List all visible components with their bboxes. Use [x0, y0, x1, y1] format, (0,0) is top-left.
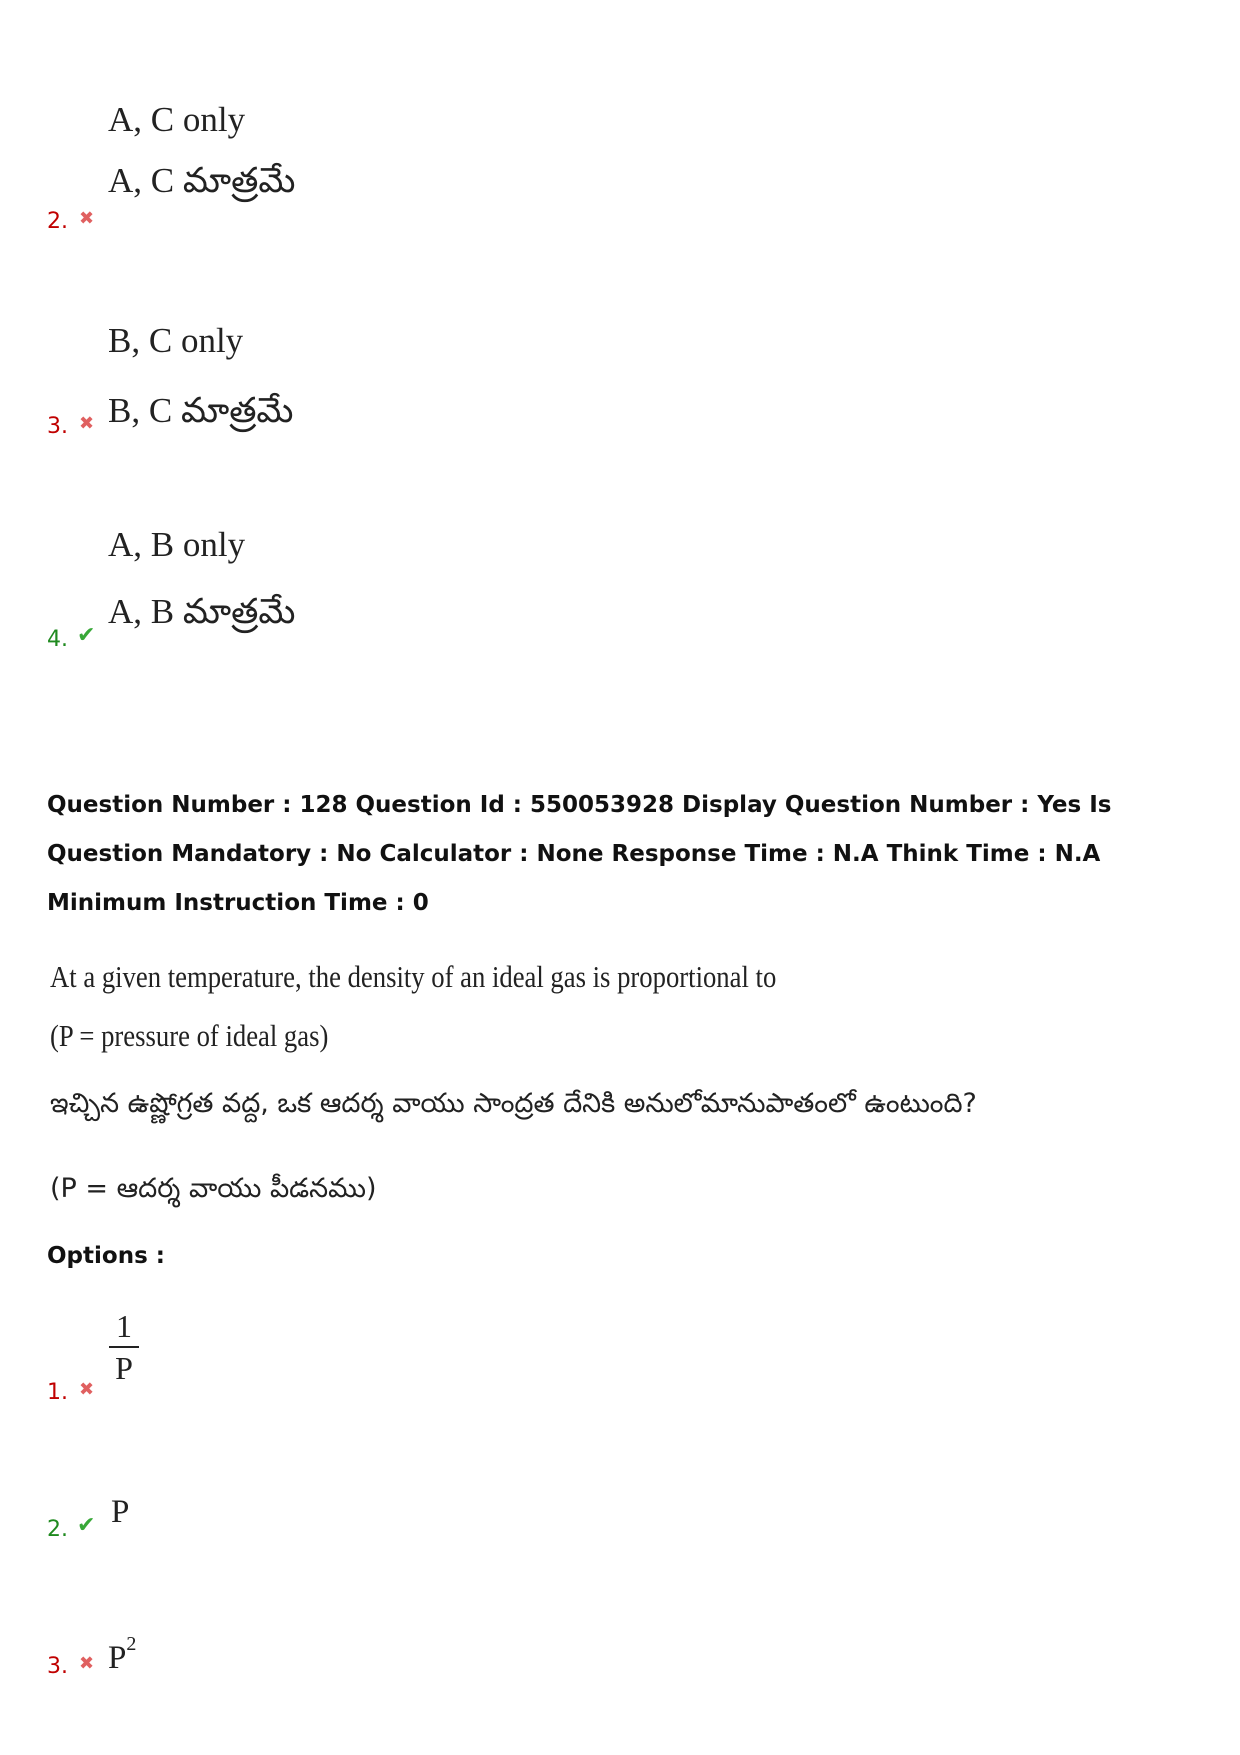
option-2-number: 2. [47, 1517, 68, 1542]
cross-icon: ✖ [79, 413, 95, 434]
check-icon: ✔ [77, 623, 96, 648]
option-1-numerator: 1 [116, 1308, 132, 1344]
prev-option-2-number: 2. [47, 209, 68, 234]
option-1-number: 1. [47, 1380, 68, 1405]
options-label: Options : [47, 1243, 165, 1269]
question-text-english-line1: At a given temperature, the density of an ideal gas is proportional to [50, 959, 777, 994]
prev-option-2-telugu: A, C మాత్రమే [108, 161, 296, 200]
option-3-base: P [108, 1640, 127, 1676]
cross-icon: ✖ [79, 1379, 95, 1400]
option-2-value: P [111, 1494, 130, 1530]
prev-option-4-number: 4. [47, 627, 68, 652]
prev-option-3-number: 3. [47, 414, 68, 439]
prev-option-2-english: A, C only [108, 100, 246, 139]
prev-option-4-english: A, B only [108, 525, 246, 564]
option-1-denominator: P [115, 1350, 133, 1386]
option-1-fraction [109, 1308, 139, 1386]
question-text-telugu-line2: (P = ఆదర్శ వాయు పీడనము) [50, 1173, 377, 1204]
cross-icon: ✖ [79, 1653, 95, 1674]
prev-option-3-telugu: B, C మాత్రమే [108, 391, 294, 430]
fraction-bar [109, 1346, 139, 1348]
option-3-value [108, 1634, 136, 1675]
option-3-exponent: 2 [126, 1633, 137, 1655]
prev-option-3-english: B, C only [108, 321, 244, 360]
check-icon: ✔ [77, 1513, 96, 1538]
prev-option-4-telugu: A, B మాత్రమే [108, 592, 296, 631]
cross-icon: ✖ [79, 208, 95, 229]
question-meta: Question Number : 128 Question Id : 550053928 Display Question Number : Yes Is Question Mandatory : No Calculator : None Response Time : N.A Think Time : N.A Minimum Instruction Time : 0 [47, 792, 1112, 916]
question-text-english-line2: (P = pressure of ideal gas) [50, 1018, 329, 1053]
question-text-telugu-line1: ఇచ్చిన ఉష్ణోగ్రత వద్ద, ఒక ఆదర్శ వాయు సాంద్రత దేనికి అనులోమానుపాతంలో ఉంటుంది? [50, 1088, 977, 1119]
option-3-number: 3. [47, 1654, 68, 1679]
